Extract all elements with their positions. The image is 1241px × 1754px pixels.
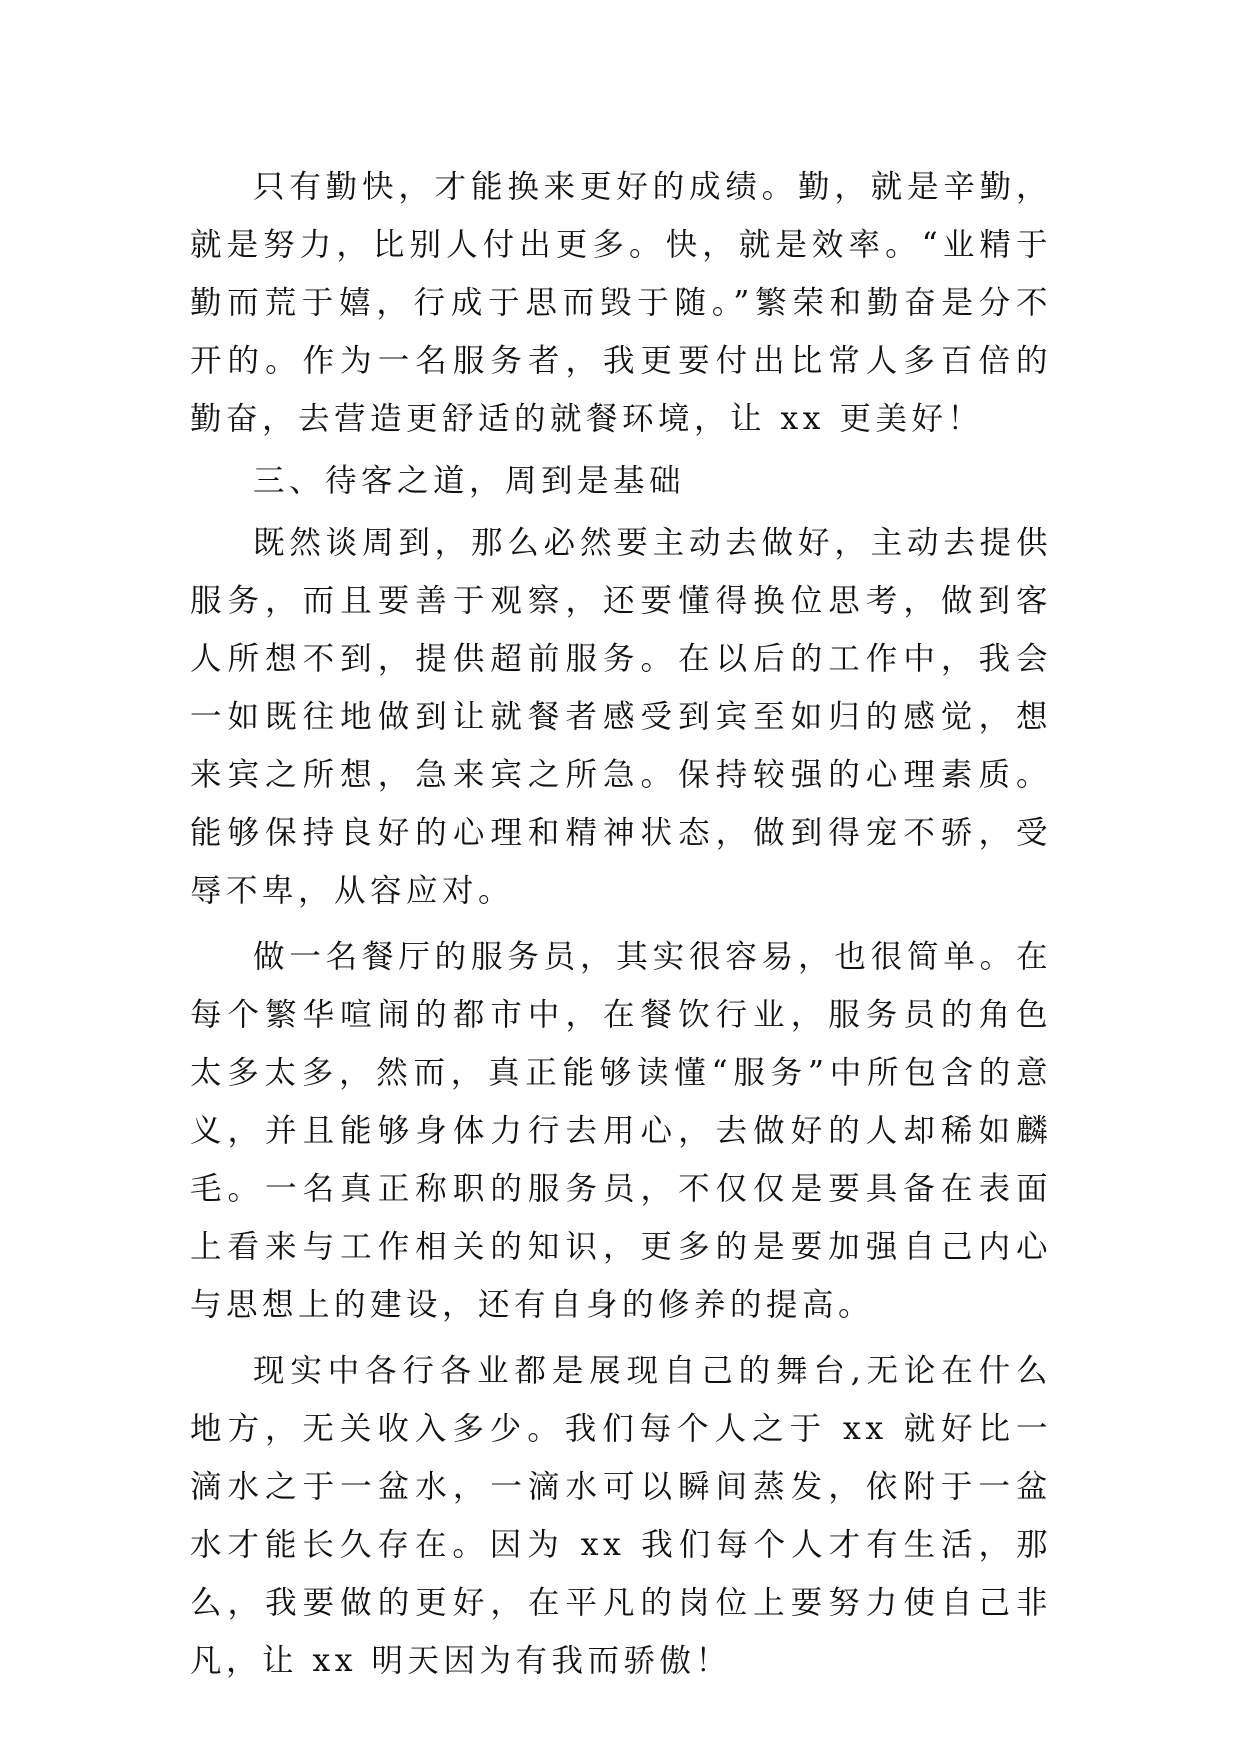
paragraph-stage-of-life: 现实中各行各业都是展现自己的舞台,无论在什么地方，无关收入多少。我们每个人之于 xx 就好比一滴水之于一盆水，一滴水可以瞬间蒸发，依附于一盆水才能长久存在。因为 xx 我们每个人才有生活，那么，我要做的更好，在平凡的岗位上要努力使自己非凡，让 xx 明天因为有我而骄傲！	[190, 1353, 1052, 1679]
section-heading-hospitality: 三、待客之道，周到是基础	[253, 463, 686, 499]
paragraph-thoughtful-service: 既然谈周到，那么必然要主动去做好，主动去提供服务，而且要善于观察，还要懂得换位思考，做到客人所想不到，提供超前服务。在以后的工作中，我会一如既往地做到让就餐者感受到宾至如归的感觉，想来宾之所想，急来宾之所急。保持较强的心理素质。能够保持良好的心理和精神状态，做到得宠不骄，受辱不卑，从容应对。	[190, 525, 1052, 909]
paragraph-waiter-role: 做一名餐厅的服务员，其实很容易，也很简单。在每个繁华喧闹的都市中，在餐饮行业，服务员的角色太多太多，然而，真正能够读懂“服务”中所包含的意义，并且能够身体力行去用心，去做好的人却稀如麟毛。一名真正称职的服务员，不仅仅是要具备在表面上看来与工作相关的知识，更多的是要加强自己内心与思想上的建设，还有自身的修养的提高。	[190, 939, 1052, 1323]
document-body	[190, 158, 1052, 1690]
paragraph-diligence: 只有勤快，才能换来更好的成绩。勤，就是辛勤，就是努力，比别人付出更多。快，就是效率。“业精于勤而荒于嬉，行成于思而毁于随。”繁荣和勤奋是分不开的。作为一名服务者，我更要付出比常人多百倍的勤奋，去营造更舒适的就餐环境，让 xx 更美好！	[190, 169, 1052, 437]
